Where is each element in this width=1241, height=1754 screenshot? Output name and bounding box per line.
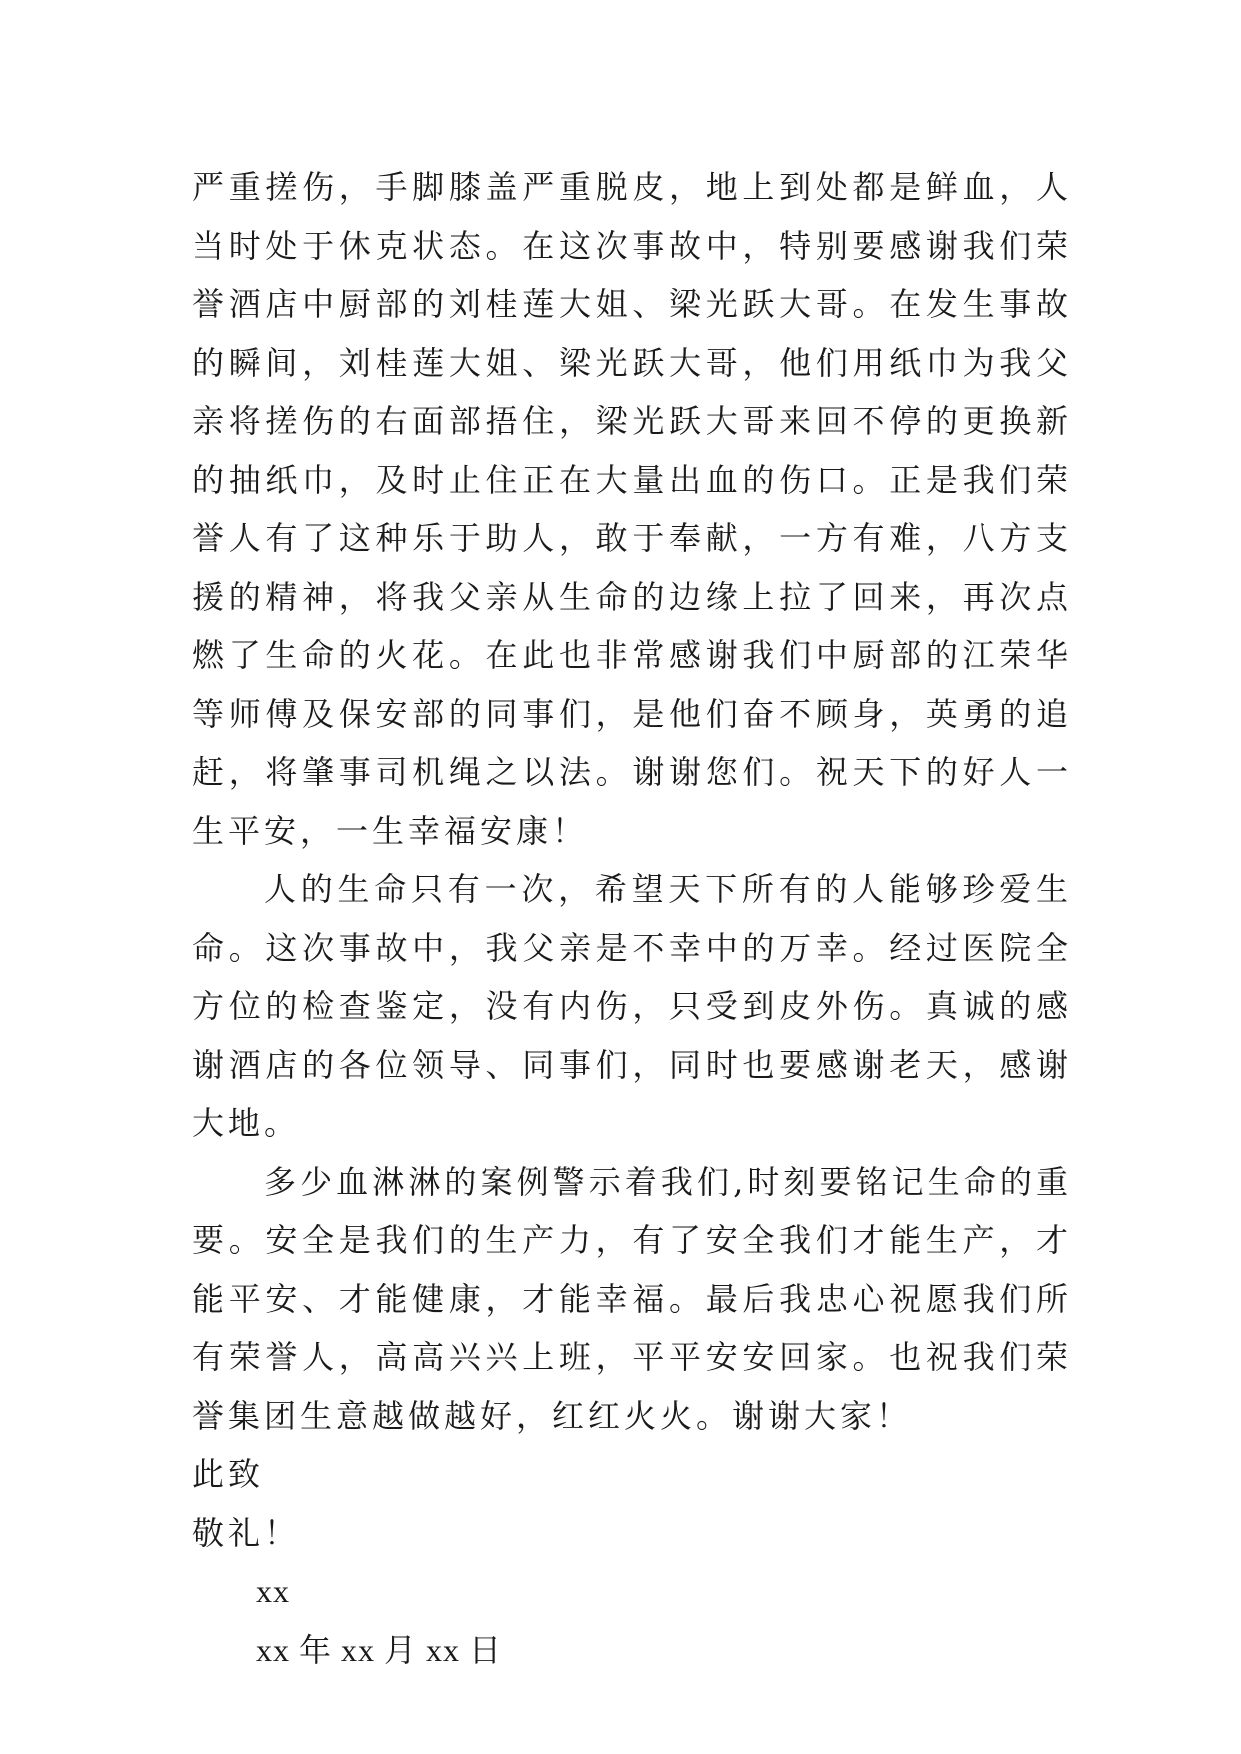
- paragraph-life: 人的生命只有一次，希望天下所有的人能够珍爱生命。这次事故中，我父亲是不幸中的万幸。经过医院全方位的检查鉴定，没有内伤，只受到皮外伤。真诚的感谢酒店的各位领导、同事们，同时也要感谢老天，感谢大地。: [192, 870, 1072, 1142]
- paragraph-continuation: 严重搓伤，手脚膝盖严重脱皮，地上到处都是鲜血，人当时处于休克状态。在这次事故中，特别要感谢我们荣誉酒店中厨部的刘桂莲大姐、梁光跃大哥。在发生事故的瞬间，刘桂莲大姐、梁光跃大哥，他们用纸巾为我父亲将搓伤的右面部捂住，梁光跃大哥来回不停的更换新的抽纸巾，及时止住正在大量出血的伤口。正是我们荣誉人有了这种乐于助人，敢于奉献，一方有难，八方支援的精神，将我父亲从生命的边缘上拉了回来，再次点燃了生命的火花。在此也非常感谢我们中厨部的江荣华等师傅及保安部的同事们，是他们奋不顾身，英勇的追赶，将肇事司机绳之以法。谢谢您们。祝天下的好人一生平安，一生幸福安康！: [192, 168, 1072, 850]
- paragraph-safety: 多少血淋淋的案例警示着我们,时刻要铭记生命的重要。安全是我们的生产力，有了安全我们才能生产，才能平安、才能健康，才能幸福。最后我忠心祝愿我们所有荣誉人，高高兴兴上班，平平安安回家。也祝我们荣誉集团生意越做越好，红红火火。谢谢大家！: [192, 1162, 1072, 1435]
- signature-name: xx: [256, 1573, 290, 1609]
- signature-date: xx 年 xx 月 xx 日: [256, 1631, 503, 1668]
- letter-body: [192, 158, 1072, 1679]
- closing-regards: 敬礼！: [192, 1513, 301, 1552]
- closing-salutation: 此致: [192, 1455, 265, 1493]
